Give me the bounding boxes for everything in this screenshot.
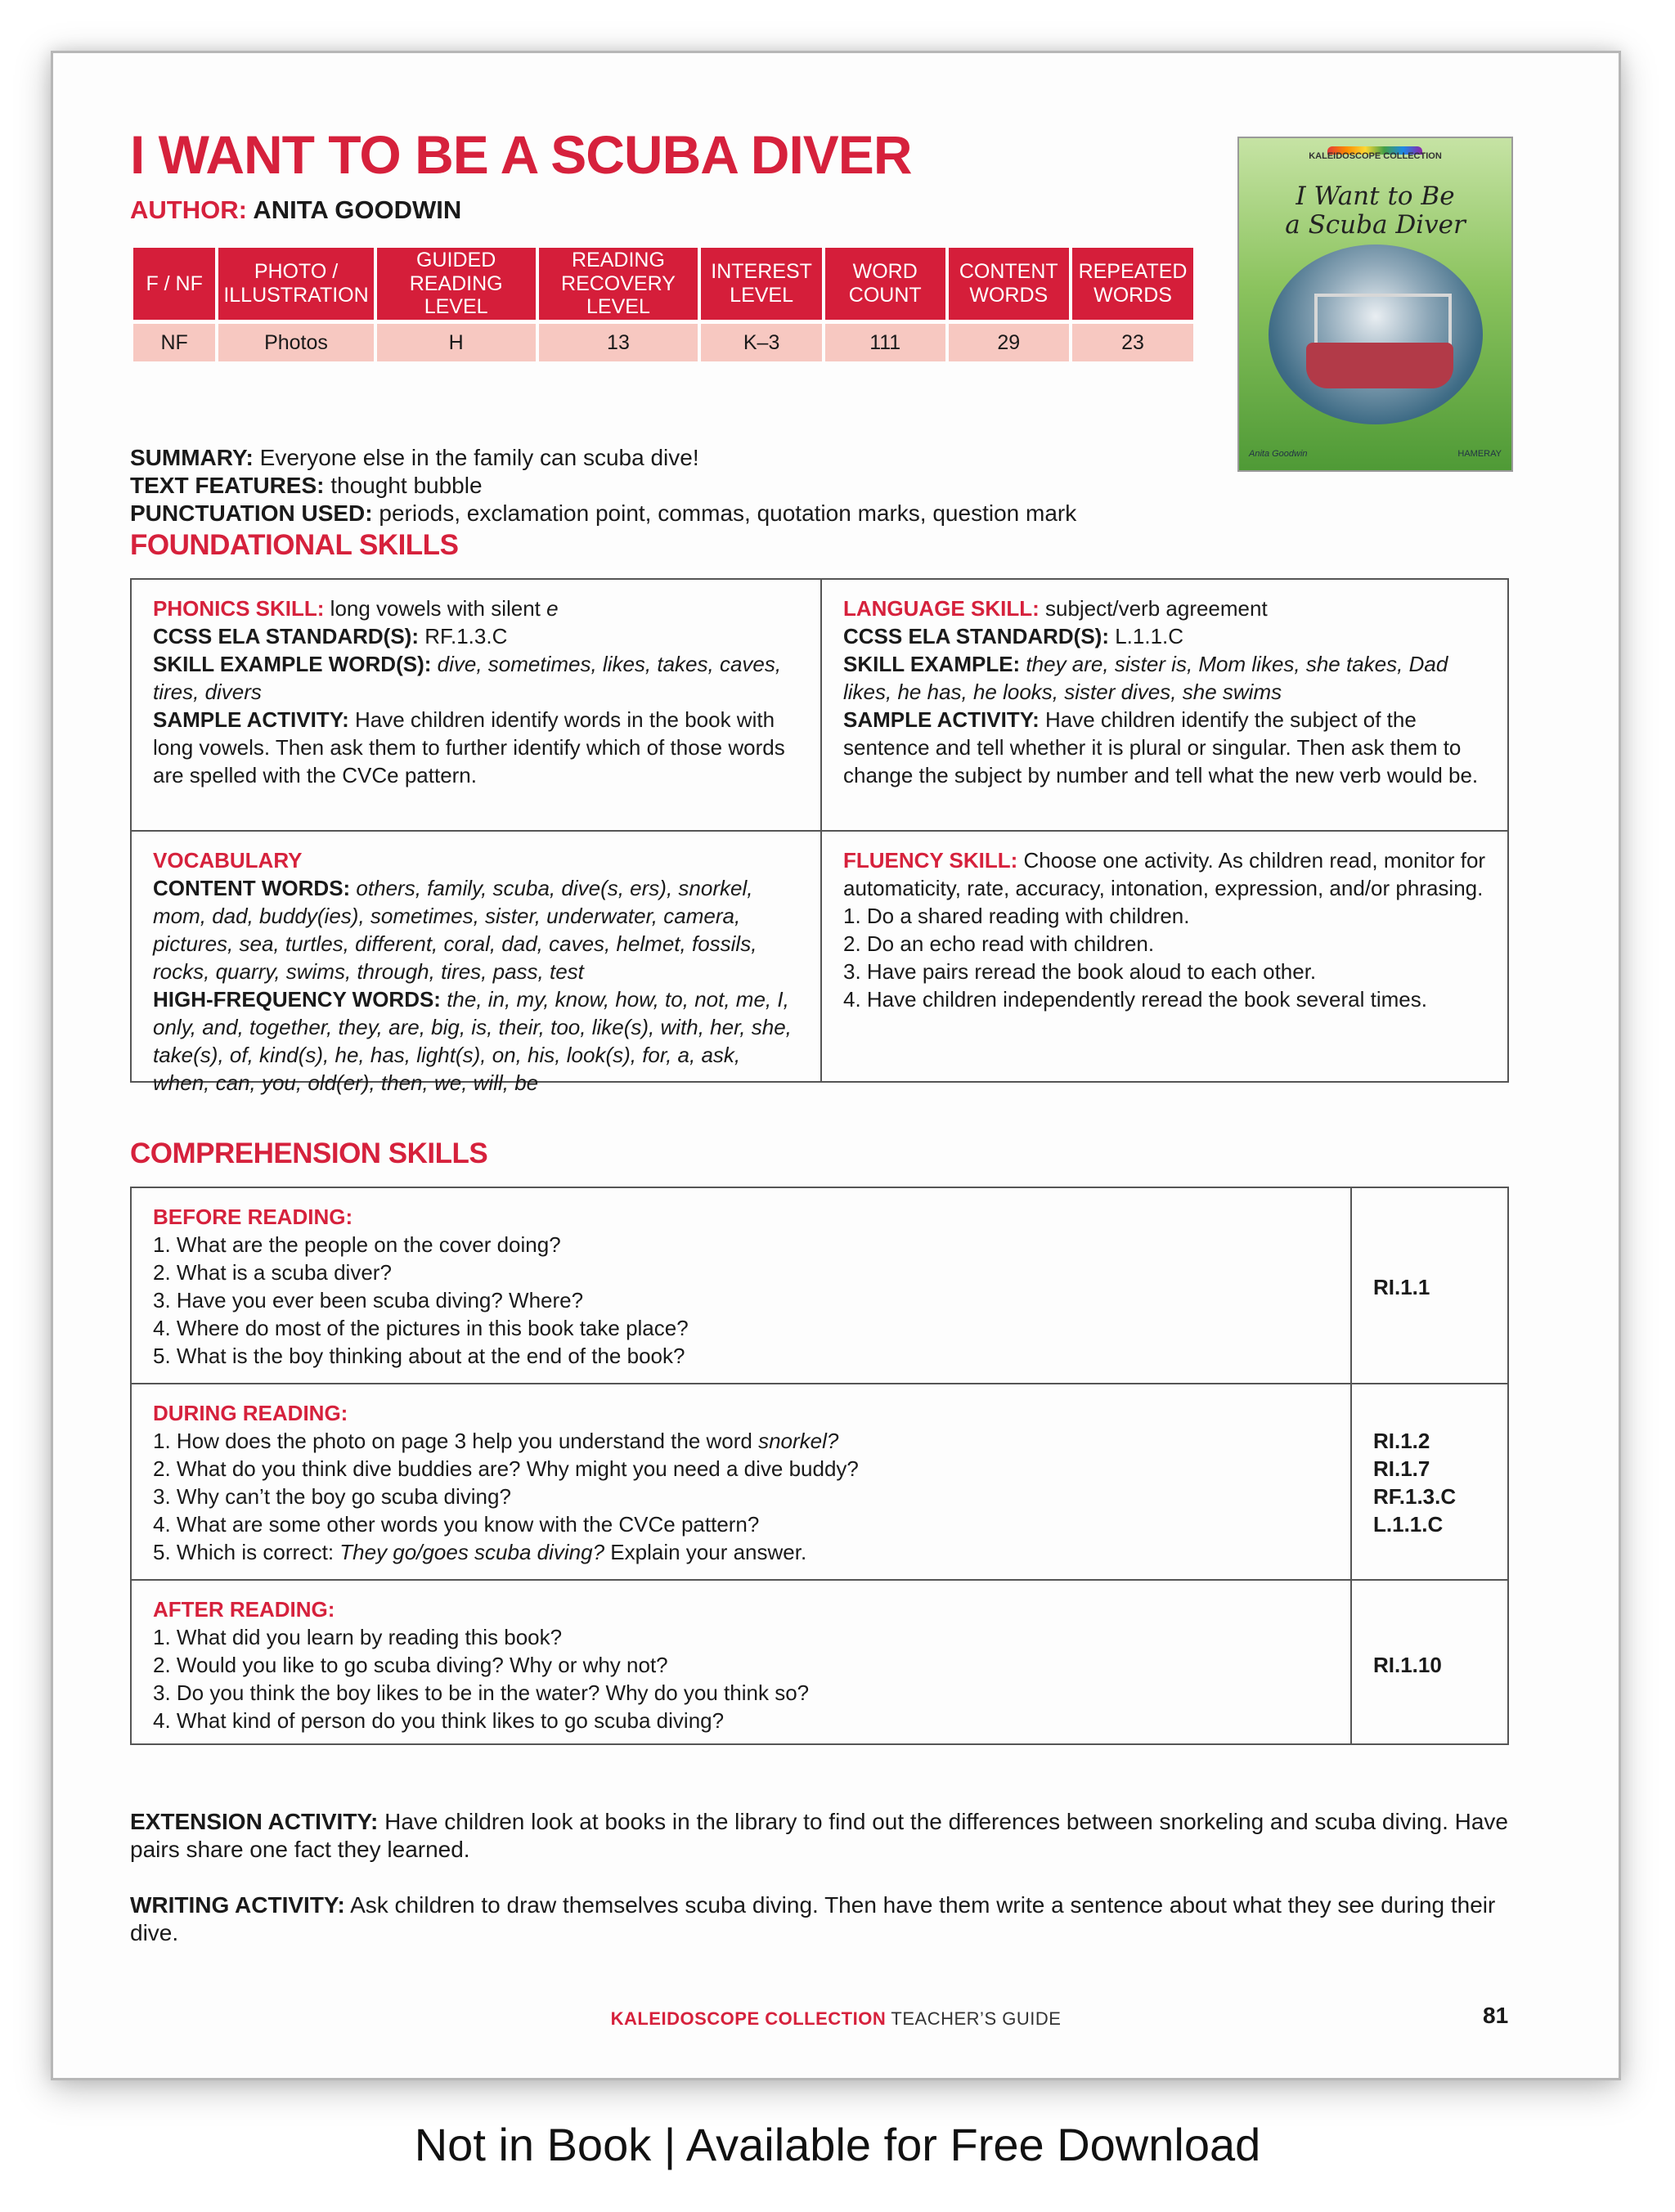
author-label: AUTHOR: [130, 195, 247, 224]
phonics-standard-label: CCSS ELA STANDARD(S): [153, 624, 419, 648]
value-recovery: 13 [539, 324, 698, 361]
page-footer [53, 2008, 1619, 2030]
header-photo: PHOTO / ILLUSTRATION [218, 248, 373, 324]
extension-label: EXTENSION ACTIVITY: [130, 1809, 379, 1834]
language-skill-text: subject/verb agreement [1039, 596, 1268, 621]
fluency-intro-text: Choose one activity. As children read, monitor for automaticity, rate, accuracy, intonation, expression, and/or phrasing. [843, 848, 1486, 900]
high-frequency-words [153, 985, 799, 1097]
question-item: 5. What is the boy thinking about at the end of the book? [153, 1344, 685, 1368]
question-item: 3. Do you think the boy likes to be in the water? Why do you think so? [153, 1680, 810, 1705]
info-value-row [133, 324, 1193, 361]
cover-photo [1269, 245, 1483, 424]
boat-icon [1306, 343, 1453, 388]
comprehension-table [130, 1187, 1509, 1745]
question-item: 3. Why can’t the boy go scuba diving? [153, 1484, 511, 1509]
header-content: CONTENT WORDS [949, 248, 1070, 324]
phonics-example-label: SKILL EXAMPLE WORD(S): [153, 652, 432, 676]
language-example-label: SKILL EXAMPLE: [843, 652, 1021, 676]
header-guided: GUIDED READING LEVEL [377, 248, 536, 324]
summary-text: Everyone else in the family can scuba dive! [253, 445, 699, 470]
during-reading-questions [132, 1384, 1350, 1566]
summary-label: SUMMARY: [130, 445, 254, 470]
before-reading-row [132, 1188, 1507, 1383]
hf-words-text: the, in, my, know, how, to, not, me, I, only, and, together, they, are, big, is, their, too, like(s), with, her, she, take(s), of, kind(s), he, has, light(s), on, his, look(s), for, a, ask, when, can, you, old(er), then, we, will, be [153, 987, 792, 1095]
standard-code: RI.1.10 [1373, 1653, 1442, 1677]
features-line [130, 472, 1226, 500]
fluency-item: 3. Have pairs reread the book aloud to each other. [843, 959, 1317, 984]
phonics-skill-em: e [546, 596, 559, 621]
content-words [153, 874, 799, 985]
info-header-row [133, 248, 1193, 324]
question-item: 3. Have you ever been scuba diving? Where? [153, 1288, 584, 1312]
question-item: 2. What is a scuba diver? [153, 1260, 392, 1285]
phonics-label: PHONICS SKILL: [153, 596, 325, 621]
after-reading-row [132, 1579, 1507, 1743]
book-info-table [130, 248, 1197, 361]
question-item [153, 1427, 1329, 1455]
footer-brand: KALEIDOSCOPE COLLECTION [610, 2008, 887, 2029]
question-item: 1. What are the people on the cover doing? [153, 1232, 561, 1257]
during-reading-standards [1350, 1384, 1507, 1579]
language-label: LANGUAGE SKILL: [843, 596, 1040, 621]
value-interest: K–3 [701, 324, 822, 361]
features-text: thought bubble [324, 473, 483, 498]
fluency-item: 1. Do a shared reading with children. [843, 904, 1190, 928]
language-cell [820, 580, 1507, 830]
before-reading-standards [1350, 1188, 1507, 1383]
phonics-example [153, 650, 799, 706]
phonics-activity [153, 706, 799, 789]
language-standard-value: L.1.1.C [1109, 624, 1184, 648]
cover-author: Anita Goodwin [1249, 449, 1308, 459]
cover-title-line: I Want to Be [1296, 182, 1455, 211]
question-item: 1. What did you learn by reading this book? [153, 1625, 563, 1649]
fluency-item: 4. Have children independently reread the book several times. [843, 987, 1427, 1012]
author-name: ANITA GOODWIN [253, 195, 462, 224]
writing-label: WRITING ACTIVITY: [130, 1892, 345, 1918]
fluency-item: 2. Do an echo read with children. [843, 931, 1155, 956]
book-cover-image [1237, 137, 1513, 472]
writing-activity [130, 1891, 1537, 1947]
question-em: They go/goes scuba diving? [339, 1540, 605, 1564]
question-item [153, 1538, 1329, 1566]
language-example [843, 650, 1486, 706]
standard-code: RF.1.3.C [1373, 1484, 1457, 1509]
vocabulary-cell [132, 830, 820, 1095]
writing-text: Ask children to draw themselves scuba diving. Then have them write a sentence about what they see during their dive. [130, 1892, 1496, 1945]
extension-activity [130, 1808, 1537, 1864]
foundational-grid [130, 578, 1509, 1095]
extension-text: Have children look at books in the library to find out the differences between snorkeling and scuba diving. Have pairs share one fact they learned. [130, 1809, 1508, 1862]
standard-code: RI.1.1 [1373, 1275, 1430, 1299]
download-banner: Not in Book | Available for Free Download [414, 2119, 1261, 2170]
footer-guide: TEACHER’S GUIDE [886, 2008, 1062, 2029]
value-content: 29 [949, 324, 1070, 361]
question-item: 4. What are some other words you know with the CVCe pattern? [153, 1512, 760, 1537]
question-item: 4. What kind of person do you think likes to go scuba diving? [153, 1708, 725, 1733]
content-words-label: CONTENT WORDS: [153, 876, 351, 900]
language-activity [843, 706, 1486, 789]
value-guided: H [377, 324, 536, 361]
phonics-skill [153, 595, 799, 622]
standard-code: RI.1.2 [1373, 1429, 1430, 1453]
phonics-standard [153, 622, 799, 650]
standard-code: RI.1.7 [1373, 1456, 1430, 1481]
phonics-activity-label: SAMPLE ACTIVITY: [153, 707, 349, 732]
after-reading-label: AFTER READING: [153, 1597, 335, 1622]
question-em: snorkel? [758, 1429, 839, 1453]
question-item: 2. What do you think dive buddies are? Why might you need a dive buddy? [153, 1456, 859, 1481]
punctuation-line [130, 500, 1226, 527]
foundational-heading: FOUNDATIONAL SKILLS [130, 529, 459, 561]
phonics-cell [132, 580, 820, 830]
phonics-example-text: dive, sometimes, likes, takes, caves, tires, divers [153, 652, 782, 704]
punctuation-label: PUNCTUATION USED: [130, 500, 373, 526]
header-word-count: WORD COUNT [825, 248, 945, 324]
header-interest: INTEREST LEVEL [701, 248, 822, 324]
page-number: 81 [1483, 2003, 1509, 2028]
before-reading-questions [132, 1188, 1350, 1370]
phonics-activity-text: Have children identify words in the book with long vowels. Then ask them to further identify which of those words are spelled with the CVCe pattern. [153, 707, 785, 787]
language-activity-label: SAMPLE ACTIVITY: [843, 707, 1040, 732]
value-word-count: 111 [825, 324, 945, 361]
fluency-intro [843, 846, 1486, 902]
header-fnf: F / NF [133, 248, 215, 324]
summary-line [130, 444, 1226, 472]
cover-footer [1249, 449, 1502, 459]
during-reading-label: DURING READING: [153, 1401, 348, 1425]
phonics-standard-value: RF.1.3.C [419, 624, 508, 648]
after-reading-questions [132, 1581, 1350, 1734]
fluency-cell [820, 830, 1507, 1081]
before-reading-label: BEFORE READING: [153, 1205, 353, 1229]
cover-publisher: HAMERAY [1457, 449, 1502, 459]
question-text: 5. Which is correct: [153, 1540, 340, 1564]
fluency-label: FLUENCY SKILL: [843, 848, 1018, 873]
after-reading-standards [1350, 1581, 1507, 1743]
language-standard-label: CCSS ELA STANDARD(S): [843, 624, 1109, 648]
value-photo: Photos [218, 324, 373, 361]
value-repeated: 23 [1072, 324, 1193, 361]
cover-title [1239, 182, 1511, 239]
value-fnf: NF [133, 324, 215, 361]
punctuation-text: periods, exclamation point, commas, quotation marks, question mark [372, 500, 1077, 526]
author-line [130, 195, 461, 225]
during-reading-row [132, 1383, 1507, 1579]
language-example-text: they are, sister is, Mom likes, she takes, Dad likes, he has, he looks, sister dives, she swims [843, 652, 1448, 704]
vocabulary-label: VOCABULARY [153, 848, 303, 873]
cover-title-line: a Scuba Diver [1285, 209, 1466, 240]
comprehension-heading: COMPREHENSION SKILLS [130, 1137, 488, 1169]
hf-words-label: HIGH-FREQUENCY WORDS: [153, 987, 441, 1012]
guide-page [51, 51, 1621, 2080]
features-label: TEXT FEATURES: [130, 473, 325, 498]
header-repeated: REPEATED WORDS [1072, 248, 1193, 324]
header-recovery: READING RECOVERY LEVEL [539, 248, 698, 324]
language-standard [843, 622, 1486, 650]
question-item: 2. Would you like to go scuba diving? Why or why not? [153, 1653, 668, 1677]
book-meta [130, 444, 1226, 527]
standard-code: L.1.1.C [1373, 1512, 1444, 1537]
question-item: 4. Where do most of the pictures in this book take place? [153, 1316, 689, 1340]
question-text: Explain your answer. [604, 1540, 807, 1564]
cover-brand: KALEIDOSCOPE COLLECTION [1309, 151, 1442, 161]
language-activity-text: Have children identify the subject of the sentence and tell whether it is plural or singular. Then ask them to change the subject by number and tell what the new verb would be. [843, 707, 1479, 787]
phonics-skill-text: long vowels with silent [324, 596, 547, 621]
language-skill [843, 595, 1486, 622]
book-title: I WANT TO BE A SCUBA DIVER [130, 124, 912, 185]
boat-canopy-icon [1314, 294, 1452, 348]
content-words-text: others, family, scuba, dive(s, ers), snorkel, mom, dad, buddy(ies), sometimes, sister, underwater, camera, pictures, sea, turtles, different, coral, dad, caves, helmet, fossils, rocks, quarry, swims, through, tires, pass, test [153, 876, 757, 984]
question-text: 1. How does the photo on page 3 help you understand the word [153, 1429, 759, 1453]
